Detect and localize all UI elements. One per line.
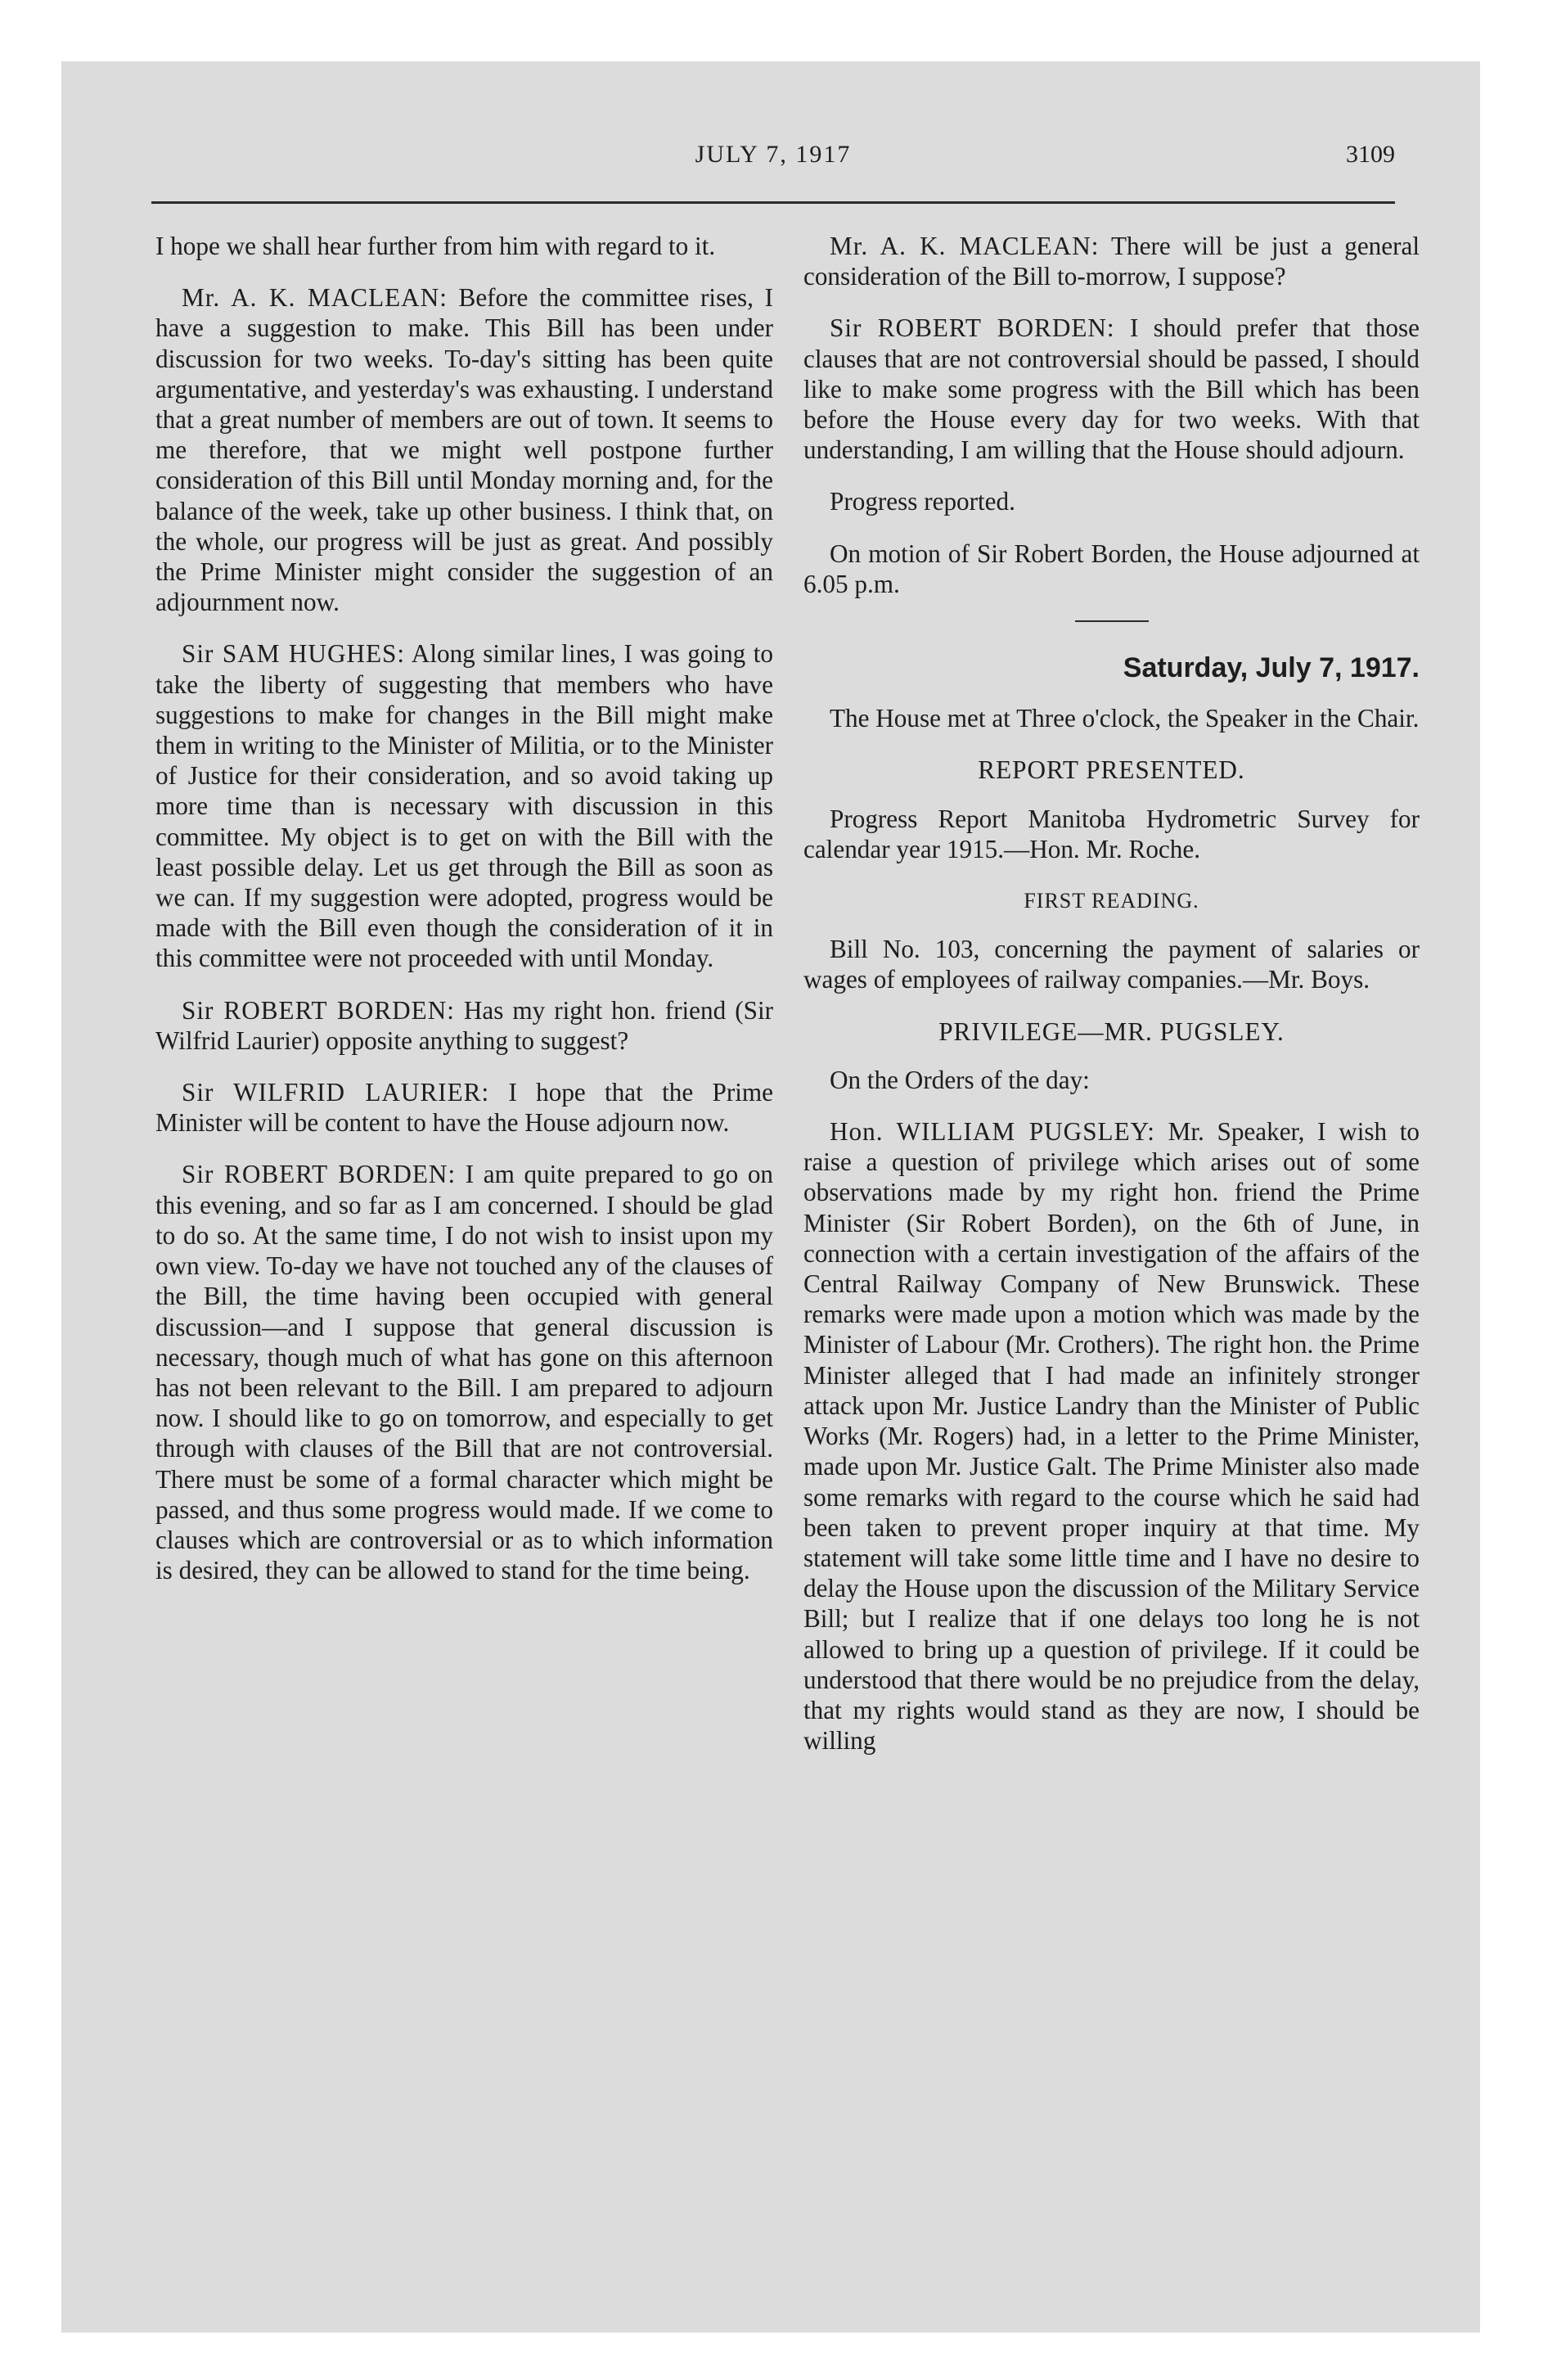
- speech-text: I am quite prepared to go on this evening, and so far as I am concerned. I should be glad to do so. At the same time, I do not wish to insist upon my own view. To-day we have not touched any of the clauses of the Bill, the time having been occupied with general discussion—and I suppose that general discussion is necessary, though much of what has gone on this afternoon has not been relevant to the Bill. I am prepared to adjourn now. I should like to go on tomorrow, and especially to get through with clauses of the Bill that are not controversial. There must be some of a formal character which might be passed, and thus some progress would made. If we come to clauses which are controversial or as to which information is desired, they can be allowed to stand for the time being.: [155, 1160, 774, 1585]
- paragraph: Progress reported.: [830, 487, 1015, 516]
- page-number: 3109: [1346, 141, 1395, 168]
- paragraph: On the Orders of the day:: [830, 1065, 1090, 1094]
- speech-paragraph: [803, 313, 1420, 465]
- speech-text: Mr. Speaker, I wish to raise a question of privilege which arises out of some observations made by my right hon. friend the Prime Minister (Sir Robert Borden), on the 6th of June, in connection with a certain investigation of the affairs of the Central Railway Company of New Brunswick. These remarks were made upon a motion which was made by the Minister of Labour (Mr. Crothers). The right hon. the Prime Minister alleged that I had made an infinitely stronger attack upon Mr. Justice Landry than the Minister of Public Works (Mr. Rogers) had, in a letter to the Prime Minister, made upon Mr. Justice Galt. The Prime Minister also made some remarks with regard to the course which he said had been taken to prevent proper inquiry at that time. My statement will take some little time and I have no desire to delay the House upon the discussion of the Military Service Bill; but I realize that if one delays too long he is not allowed to bring up a question of privilege. If it could be understood that there would be no prejudice from the delay, that my rights would stand as they are now, I should be willing: [803, 1117, 1420, 1756]
- speaker-name: Hon. WILLIAM PUGSLEY:: [830, 1117, 1155, 1147]
- paragraph: Bill No. 103, concerning the payment of salaries or wages of employees of railway companies.—Mr. Boys.: [803, 935, 1420, 994]
- speaker-name: Mr. A. K. MACLEAN:: [830, 232, 1100, 260]
- section-heading: REPORT PRESENTED.: [978, 755, 1245, 785]
- speech-text: Along similar lines, I was going to take the liberty of suggesting that members who have suggestions to make for changes in the Bill might make them in writing to the Minister of Militia, or to the Minister of Justice for their consideration, and so avoid taking up more time than is necessary with discussion in this committee. My object is to get on with the Bill with the least possible delay. Let us get through the Bill as soon as we can. If my suggestion were adopted, progress would be made with the Bill even though the consideration of it in this committee were not proceeded with until Monday.: [155, 639, 773, 973]
- right-column: [803, 231, 1420, 1777]
- speech-paragraph: [155, 995, 773, 1056]
- paragraph: The House met at Three o'clock, the Speaker in the Chair.: [830, 704, 1420, 733]
- speech-text: I should prefer that those clauses that are not controversial should be passed, I should like to make some progress with the Bill which has been before the House every day for two weeks. With that understanding, I am willing that the House should adjourn.: [803, 313, 1420, 465]
- speaker-name: Sir ROBERT BORDEN:: [182, 1160, 457, 1189]
- paragraph: On motion of Sir Robert Borden, the House adjourned at 6.05 p.m.: [803, 539, 1420, 598]
- section-rule: [1075, 620, 1149, 622]
- speech-paragraph: [803, 231, 1420, 291]
- page-header: [151, 141, 1395, 182]
- running-head: JULY 7, 1917: [695, 141, 852, 168]
- speech-text: I hope that the Prime Minister will be content to have the House adjourn now.: [155, 1078, 774, 1138]
- speech-text: There will be just a general consideration of the Bill to-morrow, I suppose?: [803, 232, 1420, 291]
- section-heading: FIRST READING.: [1024, 889, 1199, 913]
- section-heading: PRIVILEGE—MR. PUGSLEY.: [938, 1016, 1285, 1046]
- speaker-name: Mr. A. K. MACLEAN:: [182, 283, 448, 313]
- speech-paragraph: [155, 1077, 773, 1138]
- left-column: [155, 231, 773, 1607]
- speaker-name: Sir SAM HUGHES:: [182, 639, 406, 669]
- paragraph: Progress Report Manitoba Hydrometric Survey for calendar year 1915.—Hon. Mr. Roche.: [803, 804, 1420, 863]
- speaker-name: Sir WILFRID LAURIER:: [182, 1078, 490, 1107]
- header-rule: [151, 201, 1395, 204]
- date-heading: Saturday, July 7, 1917.: [1123, 652, 1420, 684]
- speech-paragraph: [155, 1159, 773, 1585]
- paragraph: I hope we shall hear further from him with regard to it.: [155, 232, 716, 260]
- speaker-name: Sir ROBERT BORDEN:: [182, 995, 455, 1025]
- speech-text: Before the committee rises, I have a suggestion to make. This Bill has been under discussion for two weeks. To-day's sitting has been quite argumentative, and yesterday's was exhausting. I understand that a great number of members are out of town. It seems to me therefore, that we might well postpone further consideration of this Bill until Monday morning and, for the balance of the week, take up other business. I think that, on the whole, our progress will be just as great. And possibly the Prime Minister might consider the suggestion of an adjournment now.: [155, 283, 774, 617]
- speech-paragraph: [155, 638, 773, 973]
- speech-paragraph: [803, 1116, 1420, 1756]
- speech-paragraph: [155, 282, 773, 617]
- speech-text: Has my right hon. friend (Sir Wilfrid Laurier) opposite anything to suggest?: [155, 995, 773, 1055]
- speaker-name: Sir ROBERT BORDEN:: [830, 313, 1115, 343]
